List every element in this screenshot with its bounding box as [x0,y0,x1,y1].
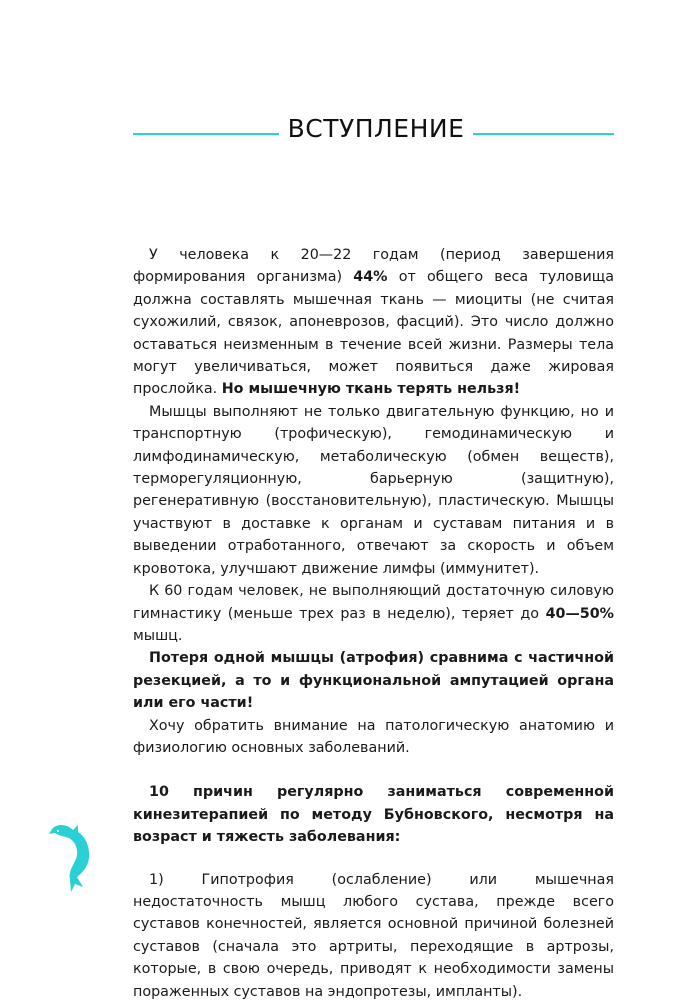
paragraph-reasons-heading [133,781,614,848]
paragraph-atrophy-warning-bold: Потеря одной мышцы (атрофия) сравнима с частичной резекцией, а то и функциональной ампутацией органа или его части! [133,650,614,712]
paragraph-age-loss [133,580,614,647]
paragraph-intro-bold-percent: 44% [353,269,388,286]
paragraph-reason-1: 1) Гипотрофия (ослабление) или мышечная недостаточность мышц любого сустава, прежде всего суставов конечностей, является основной причиной болезней суставов (сначала это артриты, переходящие в артрозы, которые, в свою очередь, приводят к необходимости замены пораженных суставов на эндопротезы, импланты). [133,871,614,1000]
dolphin-icon [48,820,94,894]
paragraph-age-loss-text-2: мышц. [133,627,183,644]
paragraph-age-loss-bold-percent: 40—50% [545,605,614,622]
chapter-body [133,244,614,1003]
reasons-heading-bold: 10 причин регулярно заниматься современной кинезитерапией по методу Бубновского, несмотря на возраст и тяжесть заболевания: [133,784,614,846]
paragraph-muscle-functions: Мышцы выполняют не только двигательную функцию, но и транспортную (трофическую), гемодинамическую и лимфодинамическую, метаболическую (обмен веществ), терморегуляционную, барьерную (защитную), регенеративную (восстановительную), пластическую. Мышцы участвуют в доставке к органам и суставам питания и в выведении отработанного, отвечают за скорость и объем кровотока, улучшают движение лимфы (иммунитет). [133,403,614,577]
paragraph-attention: Хочу обратить внимание на патологическую анатомию и физиологию основных заболеваний. [133,717,614,756]
paragraph-atrophy-warning [133,647,614,714]
paragraph-intro-bold-statement: Но мышечную ткань терять нельзя! [221,381,521,398]
paragraph-intro [133,244,614,401]
title-rule-right [473,133,614,135]
paragraph-intro-text-1: У человека к 20—22 годам (период завершения формирования организма) [133,247,614,286]
title-rule-left [133,133,279,135]
chapter-title: ВСТУПЛЕНИЕ [287,114,465,143]
paragraph-age-loss-text-1: К 60 годам человек, не выполняющий достаточную силовую гимнастику (меньше трех раз в неделю), теряет до [133,583,614,622]
paragraph-intro-text-2: от общего веса туловища должна составлять мышечная ткань — миоциты (не считая сухожилий, связок, апоневрозов, фасций). Это число должно оставаться неизменным в течение всей жизни. Размеры тела могут увеличиваться, может появиться даже жировая прослойка. [133,269,614,398]
chapter-header [0,114,682,150]
